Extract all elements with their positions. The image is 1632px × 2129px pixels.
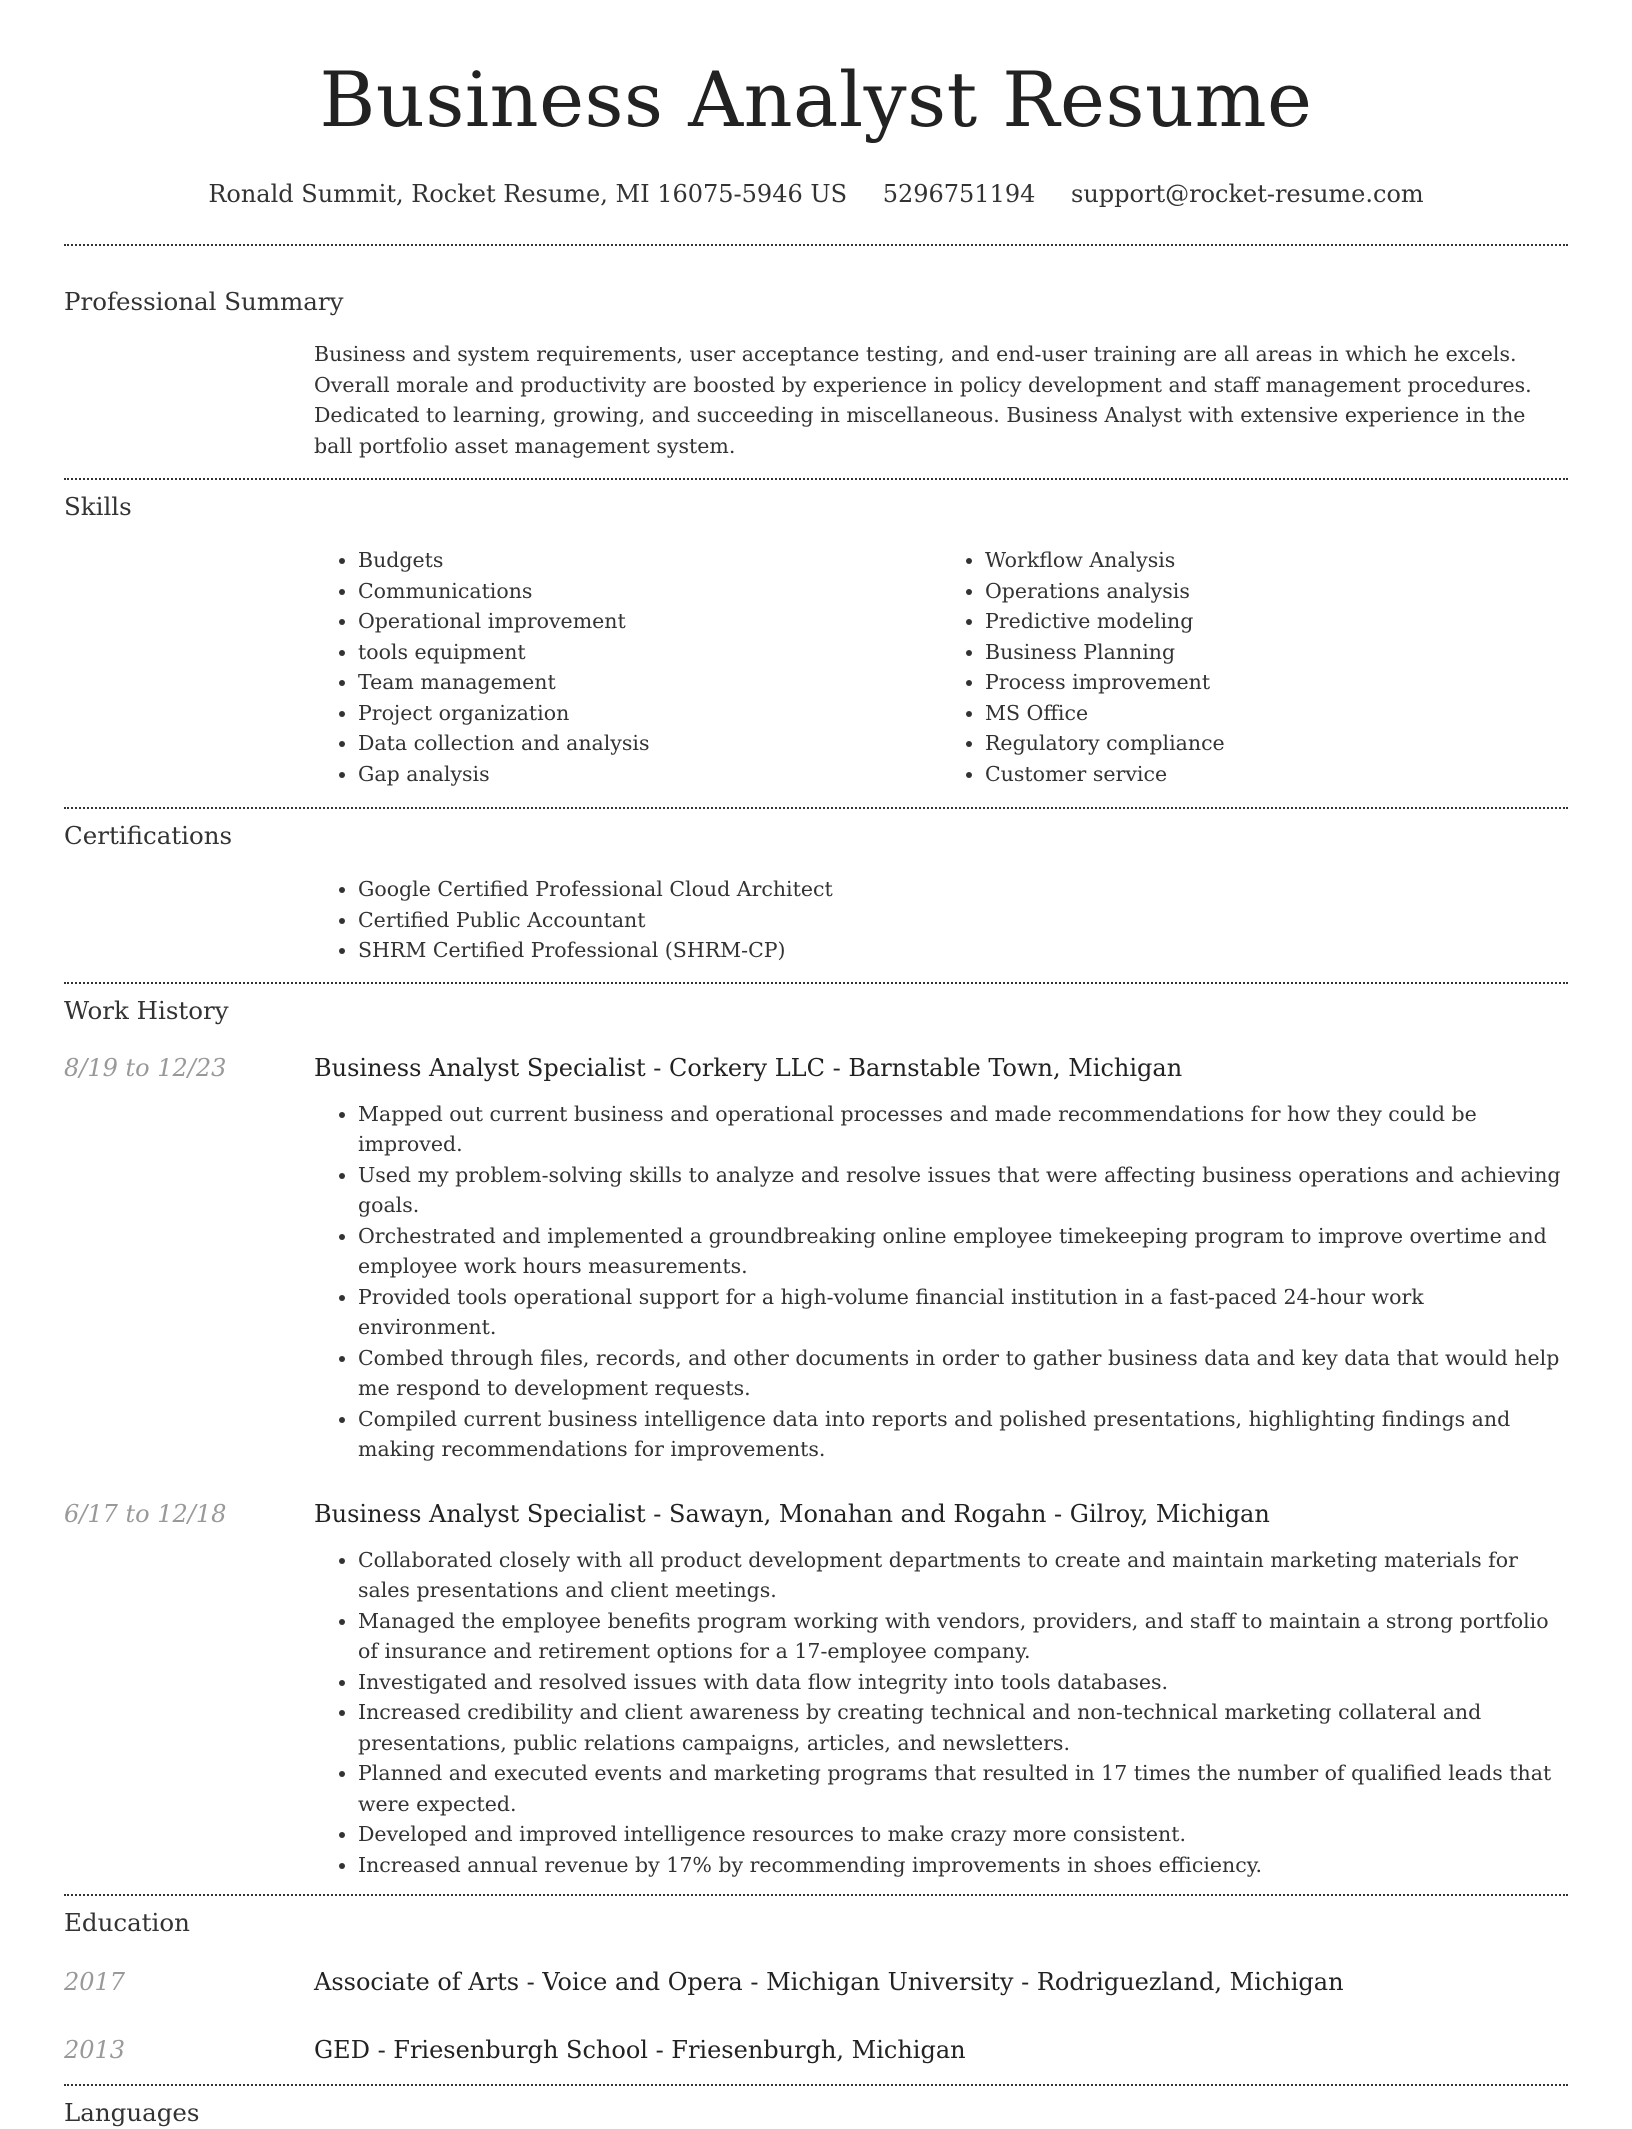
- skills-list-left: [314, 545, 941, 789]
- job-bullet: • Managed the employee benefits program working with vendors, providers, and staff to maintain a strong portfolio of insurance and retirement options for a 17-employee company.: [358, 1606, 1568, 1667]
- contact-address: Ronald Summit, Rocket Resume, MI 16075-5946 US: [208, 180, 848, 208]
- education-heading: Education: [64, 1908, 190, 1937]
- section-divider: [64, 1894, 1568, 1896]
- section-divider: [64, 244, 1568, 246]
- certifications-content: [314, 874, 1568, 966]
- contact-phone: 5296751194: [882, 180, 1036, 208]
- job-bullet: • Provided tools operational support for a high-volume financial institution in a fast-paced 24-hour work environment.: [358, 1282, 1568, 1343]
- certification-item: • SHRM Certified Professional (SHRM-CP): [358, 935, 1568, 966]
- job-bullet: • Used my problem-solving skills to analyze and resolve issues that were affecting business operations and achieving goals.: [358, 1160, 1568, 1221]
- skill-item: • Operational improvement: [358, 606, 941, 637]
- languages-heading: Languages: [64, 2098, 200, 2127]
- work-history-heading: Work History: [64, 995, 229, 1025]
- job-bullet: • Increased credibility and client awareness by creating technical and non-technical marketing collateral and presentations, public relations campaigns, articles, and newsletters.: [358, 1697, 1568, 1758]
- education-entry: [64, 2034, 1568, 2066]
- skill-item: • Team management: [358, 667, 941, 698]
- certifications-list: [314, 874, 1568, 966]
- job-bullet: • Orchestrated and implemented a groundbreaking online employee timekeeping program to improve overtime and employee work hours measurements.: [358, 1221, 1568, 1282]
- job-bullets: [314, 1099, 1568, 1465]
- job-bullets: [314, 1545, 1568, 1881]
- certifications-heading: Certifications: [64, 821, 233, 850]
- skill-item: • Communications: [358, 576, 941, 607]
- job-title: Business Analyst Specialist - Corkery LLC - Barnstable Town, Michigan: [314, 1053, 1183, 1082]
- education-year: 2013: [64, 2036, 126, 2064]
- job-bullet: • Compiled current business intelligence data into reports and polished presentations, highlighting findings and making recommendations for improvements.: [358, 1404, 1568, 1465]
- skill-item: • Process improvement: [985, 667, 1568, 698]
- job-bullet: • Collaborated closely with all product development departments to create and maintain marketing materials for sales presentations and client meetings.: [358, 1545, 1568, 1606]
- job-details: [314, 1099, 1568, 1465]
- education-title: Associate of Arts - Voice and Opera - Michigan University - Rodriguezland, Michigan: [314, 1968, 1344, 1996]
- job-bullet: • Mapped out current business and operational processes and made recommendations for how they could be improved.: [358, 1099, 1568, 1160]
- job-bullet: • Combed through files, records, and other documents in order to gather business data and key data that would help me respond to development requests.: [358, 1343, 1568, 1404]
- skills-list-right: [941, 545, 1568, 789]
- skill-item: • Regulatory compliance: [985, 728, 1568, 759]
- job-header: [64, 1052, 1568, 1084]
- skill-item: • MS Office: [985, 698, 1568, 729]
- section-divider: [64, 478, 1568, 480]
- contact-email: support@rocket-resume.com: [1071, 180, 1424, 208]
- job-title: Business Analyst Specialist - Sawayn, Monahan and Rogahn - Gilroy, Michigan: [314, 1499, 1270, 1528]
- skill-item: • Project organization: [358, 698, 941, 729]
- skill-item: • Data collection and analysis: [358, 728, 941, 759]
- education-year: 2017: [64, 1968, 126, 1996]
- education-title: GED - Friesenburgh School - Friesenburgh, Michigan: [314, 2036, 966, 2064]
- certification-item: • Google Certified Professional Cloud Architect: [358, 874, 1568, 905]
- summary-text: Business and system requirements, user acceptance testing, and end-user training are all areas in which he excels. Overall morale and productivity are boosted by experience in policy development and staff management procedures. Dedicated to learning, growing, and succeeding in miscellaneous. Business Analyst with extensive experience in the ball portfolio asset management system.: [314, 342, 1532, 458]
- skill-item: • Operations analysis: [985, 576, 1568, 607]
- job-bullet: • Planned and executed events and marketing programs that resulted in 17 times the number of qualified leads that were expected.: [358, 1758, 1568, 1819]
- job-bullet: • Developed and improved intelligence resources to make crazy more consistent.: [358, 1819, 1568, 1850]
- job-details: [314, 1545, 1568, 1881]
- section-divider: [64, 982, 1568, 984]
- summary-heading: Professional Summary: [64, 287, 344, 316]
- job-bullet: • Increased annual revenue by 17% by recommending improvements in shoes efficiency.: [358, 1850, 1568, 1881]
- education-entry: [64, 1966, 1568, 1998]
- skill-item: • Predictive modeling: [985, 606, 1568, 637]
- section-divider: [64, 807, 1568, 809]
- skill-item: • Customer service: [985, 759, 1568, 790]
- job-header: [64, 1498, 1568, 1530]
- job-dates: 6/17 to 12/18: [64, 1499, 227, 1528]
- resume-title: Business Analyst Resume: [319, 55, 1313, 144]
- skill-item: • Gap analysis: [358, 759, 941, 790]
- job-bullet: • Investigated and resolved issues with data flow integrity into tools databases.: [358, 1667, 1568, 1698]
- certification-item: • Certified Public Accountant: [358, 905, 1568, 936]
- skill-item: • Budgets: [358, 545, 941, 576]
- section-divider: [64, 2084, 1568, 2086]
- job-dates: 8/19 to 12/23: [64, 1053, 227, 1082]
- contact-line: [64, 178, 1568, 210]
- skills-heading: Skills: [64, 492, 132, 521]
- skill-item: • tools equipment: [358, 637, 941, 668]
- skills-columns: [314, 545, 1568, 789]
- skill-item: • Business Planning: [985, 637, 1568, 668]
- skill-item: • Workflow Analysis: [985, 545, 1568, 576]
